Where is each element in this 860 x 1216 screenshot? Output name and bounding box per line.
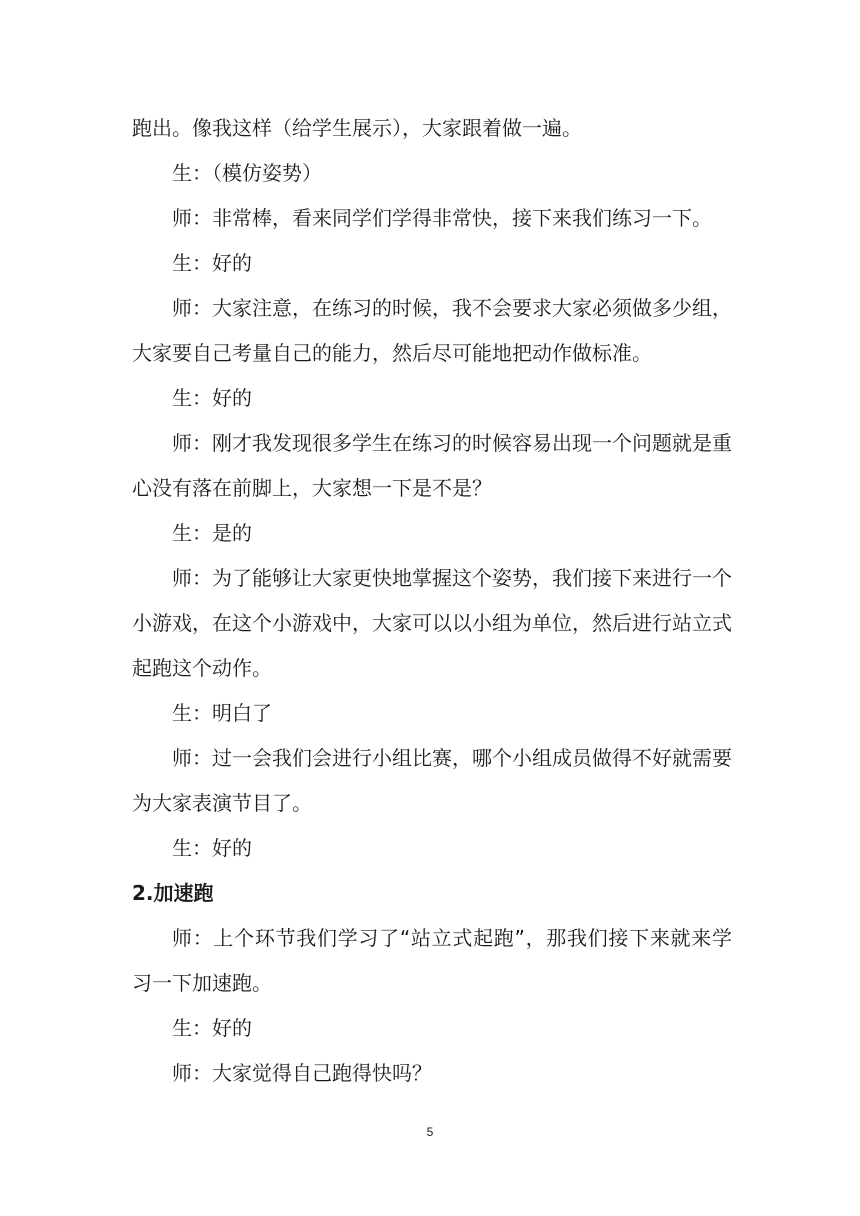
- paragraph: 师：刚才我发现很多学生在练习的时候容易出现一个问题就是重心没有落在前脚上，大家想一下是不是？: [132, 431, 732, 500]
- paragraph: 师：上个环节我们学习了“站立式起跑”，那我们接下来就来学习一下加速跑。: [132, 926, 732, 995]
- paragraph: 师：非常棒，看来同学们学得非常快，接下来我们练习一下。: [172, 206, 712, 230]
- paragraph: 跑出。像我这样（给学生展示），大家跟着做一遍。: [132, 116, 582, 140]
- paragraph: 师：为了能够让大家更快地掌握这个姿势，我们接下来进行一个小游戏，在这个小游戏中，大家可以以小组为单位，然后进行站立式起跑这个动作。: [132, 566, 732, 680]
- paragraph: 生：（模仿姿势）: [172, 161, 322, 185]
- section-heading: 2.加速跑: [132, 881, 214, 905]
- document-body: [132, 106, 732, 1096]
- page-number: 5: [426, 1125, 434, 1139]
- paragraph: 师：大家觉得自己跑得快吗？: [172, 1061, 432, 1085]
- paragraph: 师：过一会我们会进行小组比赛，哪个小组成员做得不好就需要为大家表演节目了。: [132, 746, 732, 815]
- paragraph: 生：好的: [172, 386, 252, 410]
- paragraph: 生：好的: [172, 836, 252, 860]
- paragraph: 生：好的: [172, 1016, 252, 1040]
- paragraph: 师：大家注意，在练习的时候，我不会要求大家必须做多少组，大家要自己考量自己的能力，然后尽可能地把动作做标准。: [132, 296, 732, 365]
- paragraph: 生：明白了: [172, 701, 272, 725]
- paragraph: 生：好的: [172, 251, 252, 275]
- paragraph: 生：是的: [172, 521, 252, 545]
